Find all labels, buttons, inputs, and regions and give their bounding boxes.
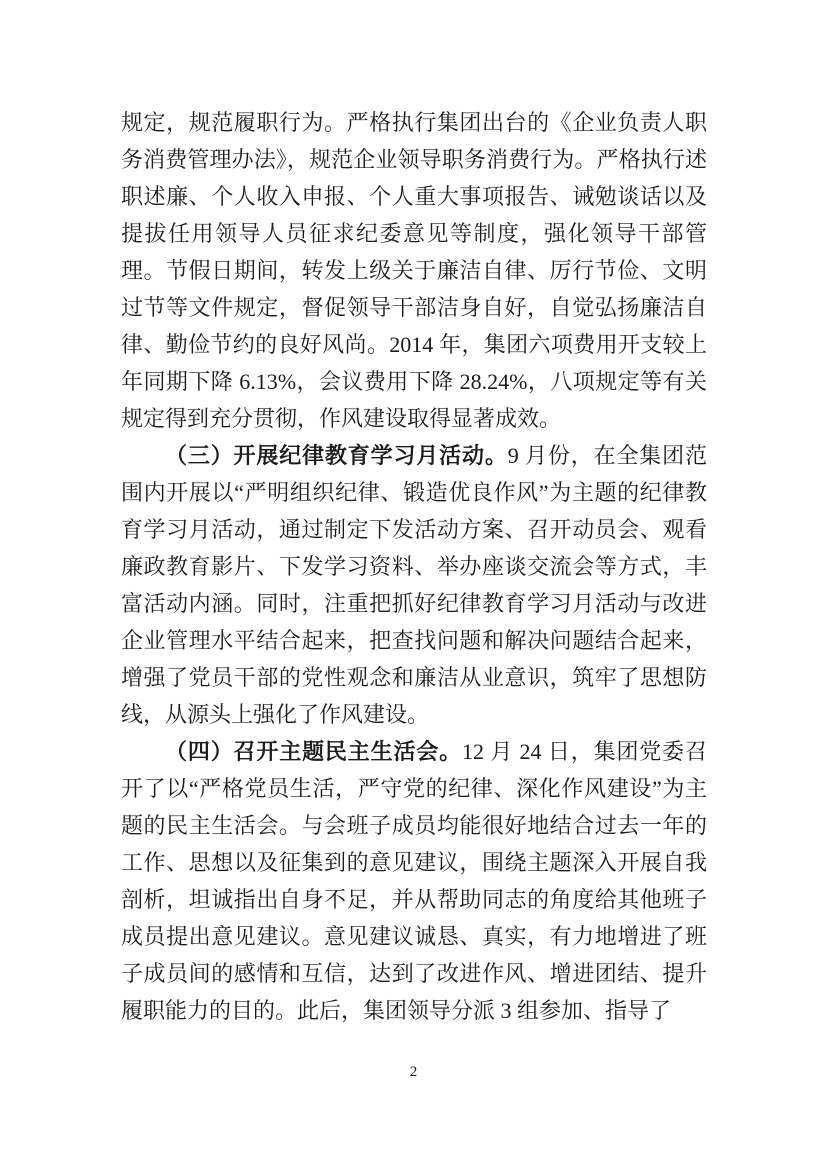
paragraph (121, 733, 707, 1029)
paragraph-heading: （三）开展纪律教育学习月活动。 (165, 443, 508, 468)
paragraph-text: 12 月 24 日，集团党委召开了以“严格党员生活，严守党的纪律、深化作风建设”为主题的民主生活会。与会班子成员均能很好地结合过去一年的工作、思想以及征集到的意见建议，围绕主题深入开展自我剖析，坦诚指出自身不足，并从帮助同志的角度给其他班子成员提出意见建议。意见建议诚恳、真实，有力地增进了班子成员间的感情和互信，达到了改进作风、增进团结、提升履职能力的目的。此后，集团领导分派 3 组参加、指导了 (121, 739, 707, 1023)
paragraph (121, 437, 707, 733)
paragraph-text: 规定，规范履职行为。严格执行集团出台的《企业负责人职务消费管理办法》，规范企业领导职务消费行为。严格执行述职述廉、个人收入申报、个人重大事项报告、诫勉谈话以及提拔任用领导人员征求纪委意见等制度，强化领导干部管理。节假日期间，转发上级关于廉洁自律、厉行节俭、文明过节等文件规定，督促领导干部洁身自好，自觉弘扬廉洁自律、勤俭节约的良好风尚。2014 年，集团六项费用开支较上年同期下降 6.13%，会议费用下降 28.24%，八项规定等有关规定得到充分贯彻，作风建设取得显著成效。 (121, 110, 707, 431)
paragraph-text: 9 月份，在全集团范围内开展以“严明组织纪律、锻造优良作风”为主题的纪律教育学习月活动，通过制定下发活动方案、召开动员会、观看廉政教育影片、下发学习资料、举办座谈交流会等方式，丰富活动内涵。同时，注重把抓好纪律教育学习月活动与改进企业管理水平结合起来，把查找问题和解决问题结合起来，增强了党员干部的党性观念和廉洁从业意识，筑牢了思想防线，从源头上强化了作风建设。 (121, 443, 707, 727)
paragraph-heading: （四）召开主题民主生活会。 (165, 739, 463, 764)
paragraph (121, 104, 707, 437)
page-number: 2 (409, 1064, 418, 1080)
document-body (121, 104, 707, 1029)
